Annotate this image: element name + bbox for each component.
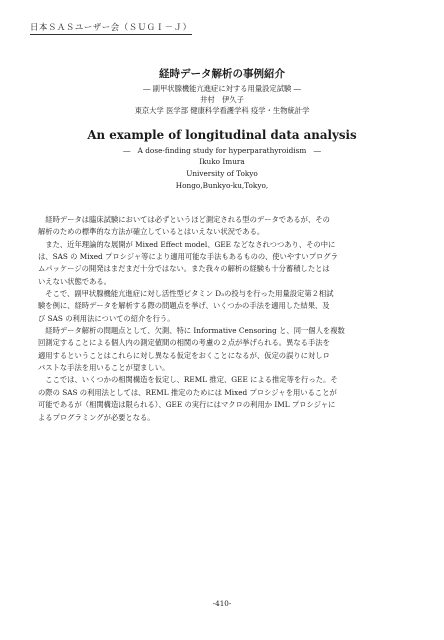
- page-number: -410-: [212, 599, 232, 608]
- body-line: 可能であるが（相関構造は限られる）、GEE の実行にはマクロの利用か IML プロシジャに: [38, 400, 336, 410]
- japanese-title: 経時データ解析の事例紹介: [159, 68, 285, 80]
- body-line: 経時データは臨床試験においては必ずというほど測定される型のデータであるが、その: [38, 215, 330, 224]
- japanese-author: 井村 伊久子: [200, 95, 244, 104]
- abstract-body: [38, 214, 410, 424]
- english-author: Ikuko Imura: [199, 157, 245, 166]
- body-line: の際の SAS の利用法としては、REML 推定のためには Mixed プロシジャを用いることが: [38, 387, 337, 397]
- body-line: 験を例に、経時データを解析する際の問題点を挙げ、いくつかの手法を適用した結果、及: [38, 301, 330, 311]
- conference-header: 日本ＳＡＳユーザー会（ＳＵＧＩ－Ｊ）: [30, 22, 192, 35]
- body-line: そこで、副甲状腺機能亢進症に対し活性型ビタミン D₃の投与を行った用量設定第２相試: [38, 289, 334, 299]
- body-line: よるプログラミングが必要となる。: [38, 412, 155, 422]
- japanese-subtitle: ― 副甲状腺機能亢進症に対する用量設定試験 ―: [143, 84, 301, 93]
- body-line: いえない状態である。: [38, 276, 111, 286]
- body-line: また、近年理論的な展開が Mixed Effect model、GEE などなされつつあり、その中に: [38, 239, 336, 249]
- body-line: 回測定することによる個人内の測定値間の相関の考慮の２点が挙げられる。異なる手法を: [38, 338, 330, 348]
- english-address: Hongo,Bunkyo-ku,Tokyo,: [175, 181, 269, 190]
- body-line: 経時データ解析の問題点として、欠測、特に Informative Censoring と、同一個人を複数: [38, 326, 345, 336]
- english-subtitle: ― A dose-finding study for hyperparathyroidism ―: [123, 146, 321, 155]
- body-line: は、SAS の Mixed プロシジャ等により適用可能な手法もあるものの、使いやすいプログラ: [38, 252, 338, 262]
- body-line: ムパッケージの開発はまだまだ十分ではない。また我々の解析の経験も十分蓄積したとは: [38, 264, 330, 274]
- body-line: バストな手法を用いることが望ましい。: [38, 363, 170, 373]
- japanese-affiliation: 東京大学 医学部 健康科学看護学科 疫学・生物統計学: [134, 106, 310, 115]
- english-title: An example of longitudinal data analysis: [87, 128, 357, 142]
- body-line: 適用するということはこれらに対し異なる仮定をおくことになるが、仮定の誤りに対しロ: [38, 350, 330, 360]
- body-line: び SAS の利用法についての紹介を行う。: [38, 313, 175, 323]
- english-affiliation: University of Tokyo: [186, 169, 258, 178]
- body-line: ここでは、いくつかの相関構造を仮定し、REML 推定、GEE による推定等を行った。そ: [38, 375, 338, 385]
- body-line: 解析のための標準的な方法が確立しているとはいえない状況である。: [38, 227, 265, 237]
